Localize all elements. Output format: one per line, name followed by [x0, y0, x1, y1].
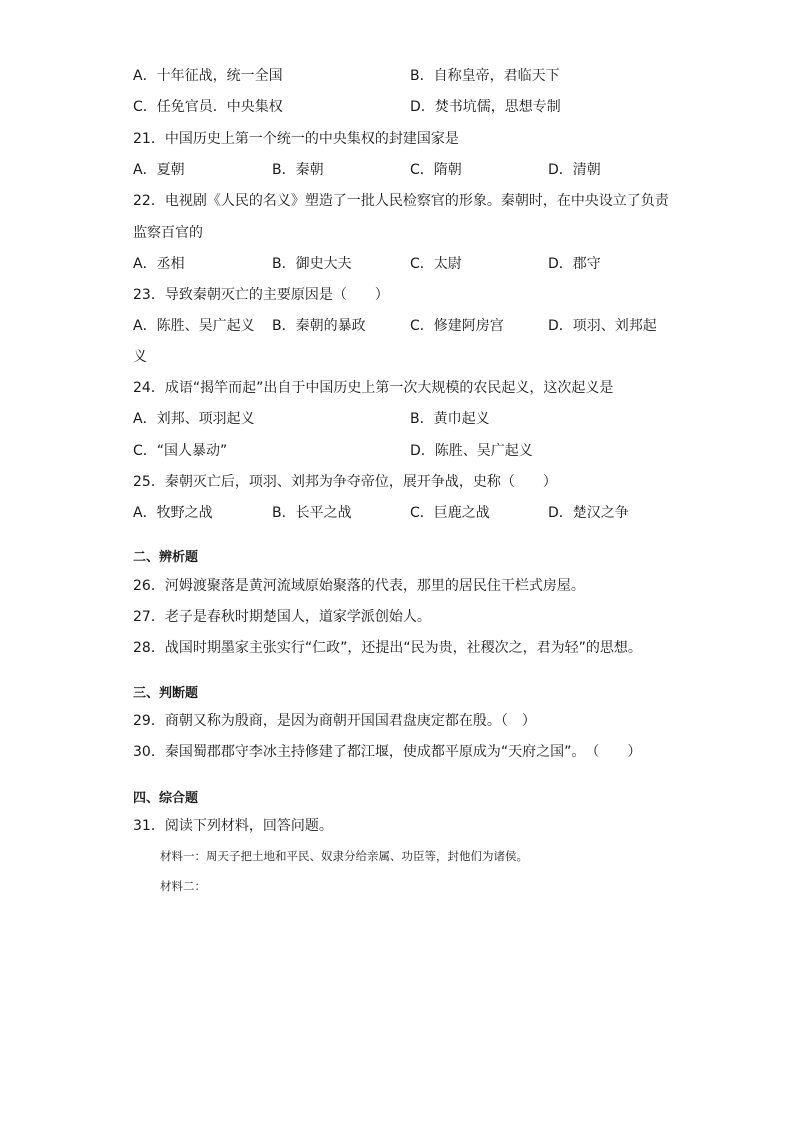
q24-stem: 24．成语“揭竿而起”出自于中国历史上第一次大规模的农民起义，这次起义是: [133, 380, 614, 396]
q23-option-d: D．项羽、刘邦起: [548, 318, 657, 334]
q21-option-d: D．清朝: [548, 162, 601, 178]
q22-stem-line1: 22．电视剧《人民的名义》塑造了一批人民检察官的形象。秦朝时，在中央设立了负责: [133, 193, 669, 209]
q21-stem: 21．中国历史上第一个统一的中央集权的封建国家是: [133, 131, 459, 147]
q27-text: 27．老子是春秋时期楚国人，道家学派创始人。: [133, 609, 431, 625]
q30-text: 30．秦国蜀郡郡守李冰主持修建了都江堰，使成都平原成为“天府之国”。 （ ）: [133, 744, 642, 760]
q25-option-b: B．长平之战: [272, 505, 352, 521]
q24-option-c: C．“国人暴动”: [133, 443, 228, 459]
q29-text: 29．商朝又称为殷商，是因为商朝开国国君盘庚定都在殷。（ ）: [133, 713, 536, 729]
q24-option-d: D．陈胜、吴广起义: [410, 443, 533, 459]
q22-option-b: B．御史大夫: [272, 256, 352, 272]
q25-stem: 25．秦朝灭亡后，项羽、刘邦为争夺帝位，展开争战，史称（ ）: [133, 474, 557, 490]
q21-option-c: C．隋朝: [410, 162, 462, 178]
q23-option-c: C．修建阿房宫: [410, 318, 504, 334]
q22-option-a: A．丞相: [133, 256, 185, 272]
material-two: 材料二：: [160, 879, 206, 893]
q25-option-a: A．牧野之战: [133, 505, 213, 521]
section-title-judgement: 三、判断题: [133, 686, 199, 701]
q25-option-d: D．楚汉之争: [548, 505, 629, 521]
q20-option-b: B．自称皇帝，君临天下: [410, 68, 560, 84]
q25-option-c: C．巨鹿之战: [410, 505, 490, 521]
q24-option-a: A．刘邦、项羽起义: [133, 411, 255, 427]
q20-option-c: C．任免官员．中央集权: [133, 99, 283, 115]
q23-option-a: A．陈胜、吴广起义: [133, 318, 255, 334]
q22-option-d: D．郡守: [548, 256, 601, 272]
q24-option-b: B．黄巾起义: [410, 411, 490, 427]
q23-option-b: B．秦朝的暴政: [272, 318, 366, 334]
q22-option-c: C．太尉: [410, 256, 462, 272]
q28-text: 28．战国时期墨家主张实行“仁政”，还提出“民为贵，社稷次之，君为轻”的思想。: [133, 640, 642, 656]
q31-stem: 31．阅读下列材料，回答问题。: [133, 818, 333, 834]
q22-stem-line2: 监察百官的: [133, 225, 203, 241]
q20-option-a: A．十年征战，统一全国: [133, 68, 283, 84]
q21-option-b: B．秦朝: [272, 162, 324, 178]
q26-text: 26．河姆渡聚落是黄河流域原始聚落的代表，那里的居民住干栏式房屋。: [133, 578, 585, 594]
q20-option-d: D．焚书坑儒，思想专制: [410, 99, 561, 115]
q23-option-d-wrap: 义: [133, 349, 147, 365]
section-title-comprehensive: 四、综合题: [133, 791, 199, 806]
q23-stem: 23．导致秦朝灭亡的主要原因是（ ）: [133, 287, 389, 303]
material-one: 材料一：周天子把土地和平民、奴隶分给亲属、功臣等，封他们为诸侯。: [160, 849, 528, 863]
q21-option-a: A．夏朝: [133, 162, 185, 178]
section-title-analysis: 二、辨析题: [133, 550, 199, 565]
